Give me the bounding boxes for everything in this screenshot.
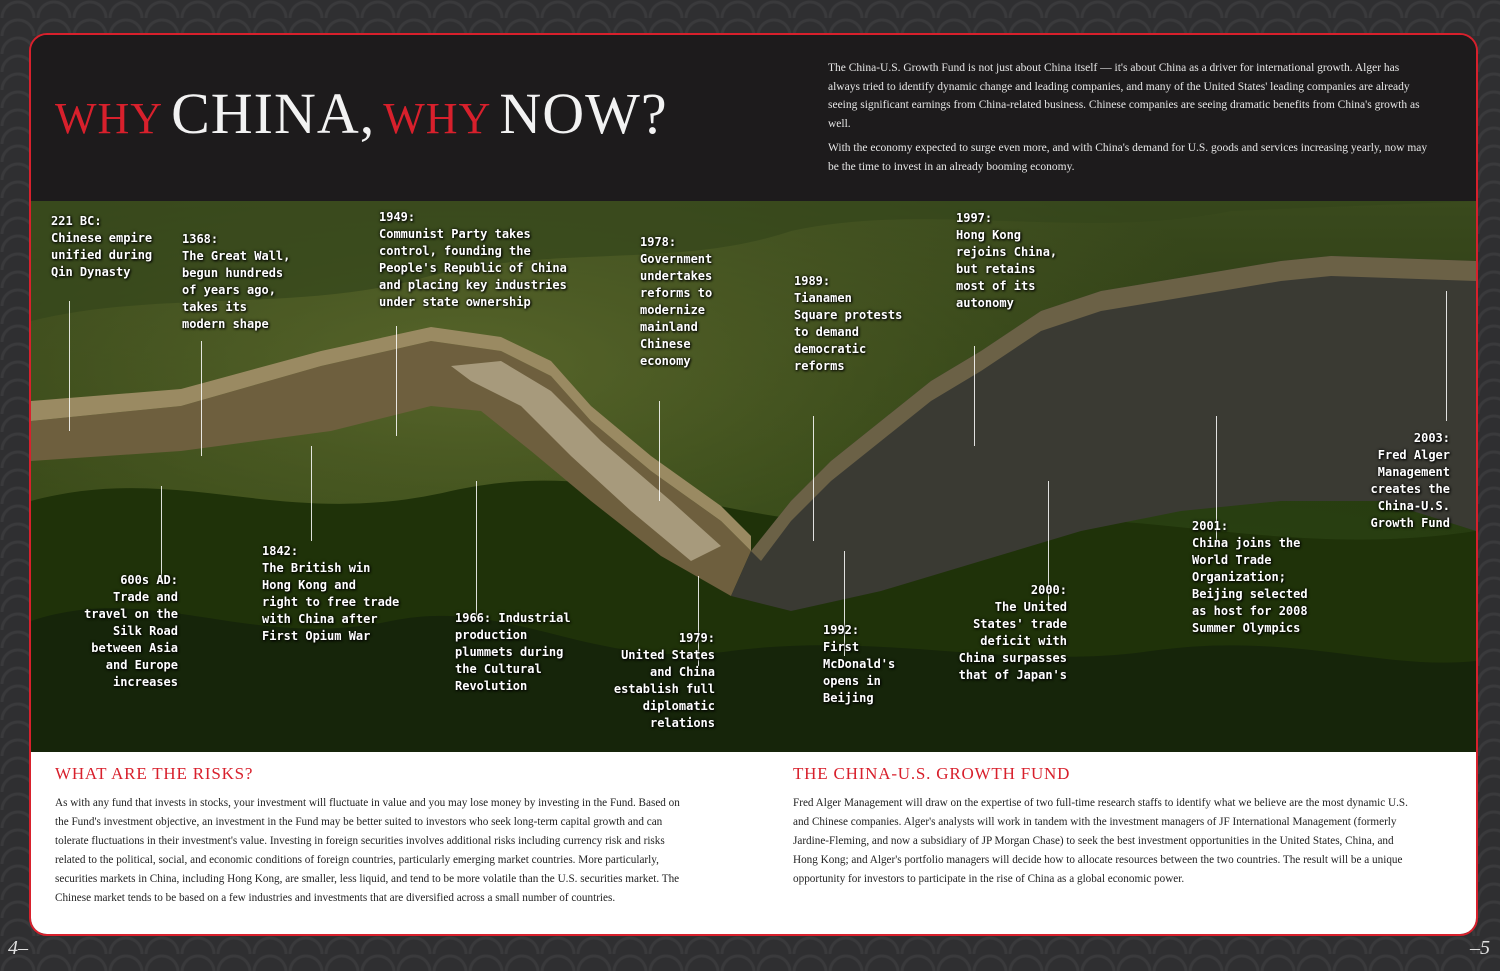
pointer-line-1989	[813, 416, 814, 541]
spread-frame	[29, 33, 1478, 936]
pointer-line-1949	[396, 326, 397, 436]
great-wall-photo	[31, 201, 1476, 754]
timeline-1842: 1842: The British win Hong Kong and right to free trade with China after First Opium War	[262, 544, 400, 643]
timeline-221bc: 221 BC: Chinese empire unified during Qin Dynasty	[51, 214, 153, 279]
fund-body: Fred Alger Management will draw on the expertise of two full-time research staffs to identify what we believe are the most dynamic U.S. and Chinese companies. Alger's analysts will work in tandem with the investment managers of JF International Management (formerly Jardine-Fleming, and now a subsidiary of JP Morgan Chase) to seek the best investment opportunities in the United States, China, and Hong Kong; and Alger's portfolio managers will decide how to allocate resources between the two countries. The result will be a unique opportunity for investors to participate in the rise of China as a global economic power.	[793, 797, 1408, 885]
pointer-line-1842	[311, 446, 312, 541]
intro-paragraph-1: The China-U.S. Growth Fund is not just about China itself — it's about China as a driver for international growth. Alger has always tried to identify dynamic change and leading companies, and many of the United States' leading companies are already seeing significant earnings from China-related business. Chinese companies are seeing dramatic benefits from China's growth as well.	[828, 62, 1420, 130]
intro-paragraph-2: With the economy expected to surge even more, and with China's demand for U.S. goods and services increasing yearly, now may be the time to invest in an already booming economy.	[828, 142, 1428, 173]
page-number-right: –5	[1470, 937, 1490, 959]
timeline-1989: 1989: Tianamen Square protests to demand democratic reforms	[794, 274, 903, 373]
pointer-line-1368	[201, 341, 202, 456]
timeline-1979: 1979: United States and China establish full diplomatic relations	[613, 631, 715, 730]
fund-heading: THE CHINA-U.S. GROWTH FUND	[793, 764, 1071, 783]
timeline-1949: 1949: Communist Party takes control, founding the People's Republic of China and placing key industries under state ownership	[379, 210, 567, 309]
timeline-1368: 1368: The Great Wall, begun hundreds of years ago, takes its modern shape	[182, 232, 291, 331]
intro-text	[828, 59, 1428, 182]
risks-body: As with any fund that invests in stocks, your investment will fluctuate in value and you may lose money by investing in the Fund. Based on the Fund's investment objective, an investment in the Fund may be better suited to investors who seek long-term capital growth and can tolerate fluctuations in their investment's value. Investing in foreign securities involves additional risks including currency risk and risks related to the political, social, and economic conditions of foreign countries, particularly emerging market countries. More particularly, securities markets in China, including Hong Kong, are smaller, less liquid, and tend to be more volatile than the U.S. securities market. The Chinese market tends to be based on a few industries and investments that are diversified across a small number of countries.	[55, 797, 680, 904]
pointer-line-1978	[659, 401, 660, 501]
bottom-text-panel	[31, 752, 1476, 934]
title-why-1: WHY	[55, 94, 164, 143]
pointer-line-1966	[476, 481, 477, 616]
page-title	[55, 81, 668, 146]
timeline-2000: 2000: The United States' trade deficit with China surpasses that of Japan's	[958, 583, 1067, 682]
fund-section	[793, 764, 1413, 889]
timeline-1978: 1978: Government undertakes reforms to modernize mainland Chinese economy	[640, 235, 713, 368]
header-panel	[31, 35, 1476, 203]
pointer-line-1997	[974, 346, 975, 446]
timeline-2001: 2001: China joins the World Trade Organization; Beijing selected as host for 2008 Summer Olympics	[1192, 519, 1308, 635]
timeline-600s: 600s AD: Trade and travel on the Silk Road between Asia and Europe increases	[84, 573, 178, 689]
timeline-1966: 1966: Industrial production plummets during the Cultural Revolution	[455, 611, 571, 693]
timeline-1997: 1997: Hong Kong rejoins China, but retains most of its autonomy	[956, 211, 1058, 310]
title-now: NOW?	[499, 81, 668, 146]
risks-heading: WHAT ARE THE RISKS?	[55, 764, 254, 783]
page-number-left: 4–	[8, 937, 28, 959]
title-china: CHINA,	[171, 81, 376, 146]
timeline-1992: 1992: First McDonald's opens in Beijing	[823, 623, 896, 705]
timeline-2003: 2003: Fred Alger Management creates the China-U.S. Growth Fund	[1370, 431, 1450, 530]
pointer-line-600s	[161, 486, 162, 581]
risks-section	[55, 764, 695, 908]
title-why-2: WHY	[383, 94, 492, 143]
pointer-line-221bc	[69, 301, 70, 431]
pointer-line-2003	[1446, 291, 1447, 421]
